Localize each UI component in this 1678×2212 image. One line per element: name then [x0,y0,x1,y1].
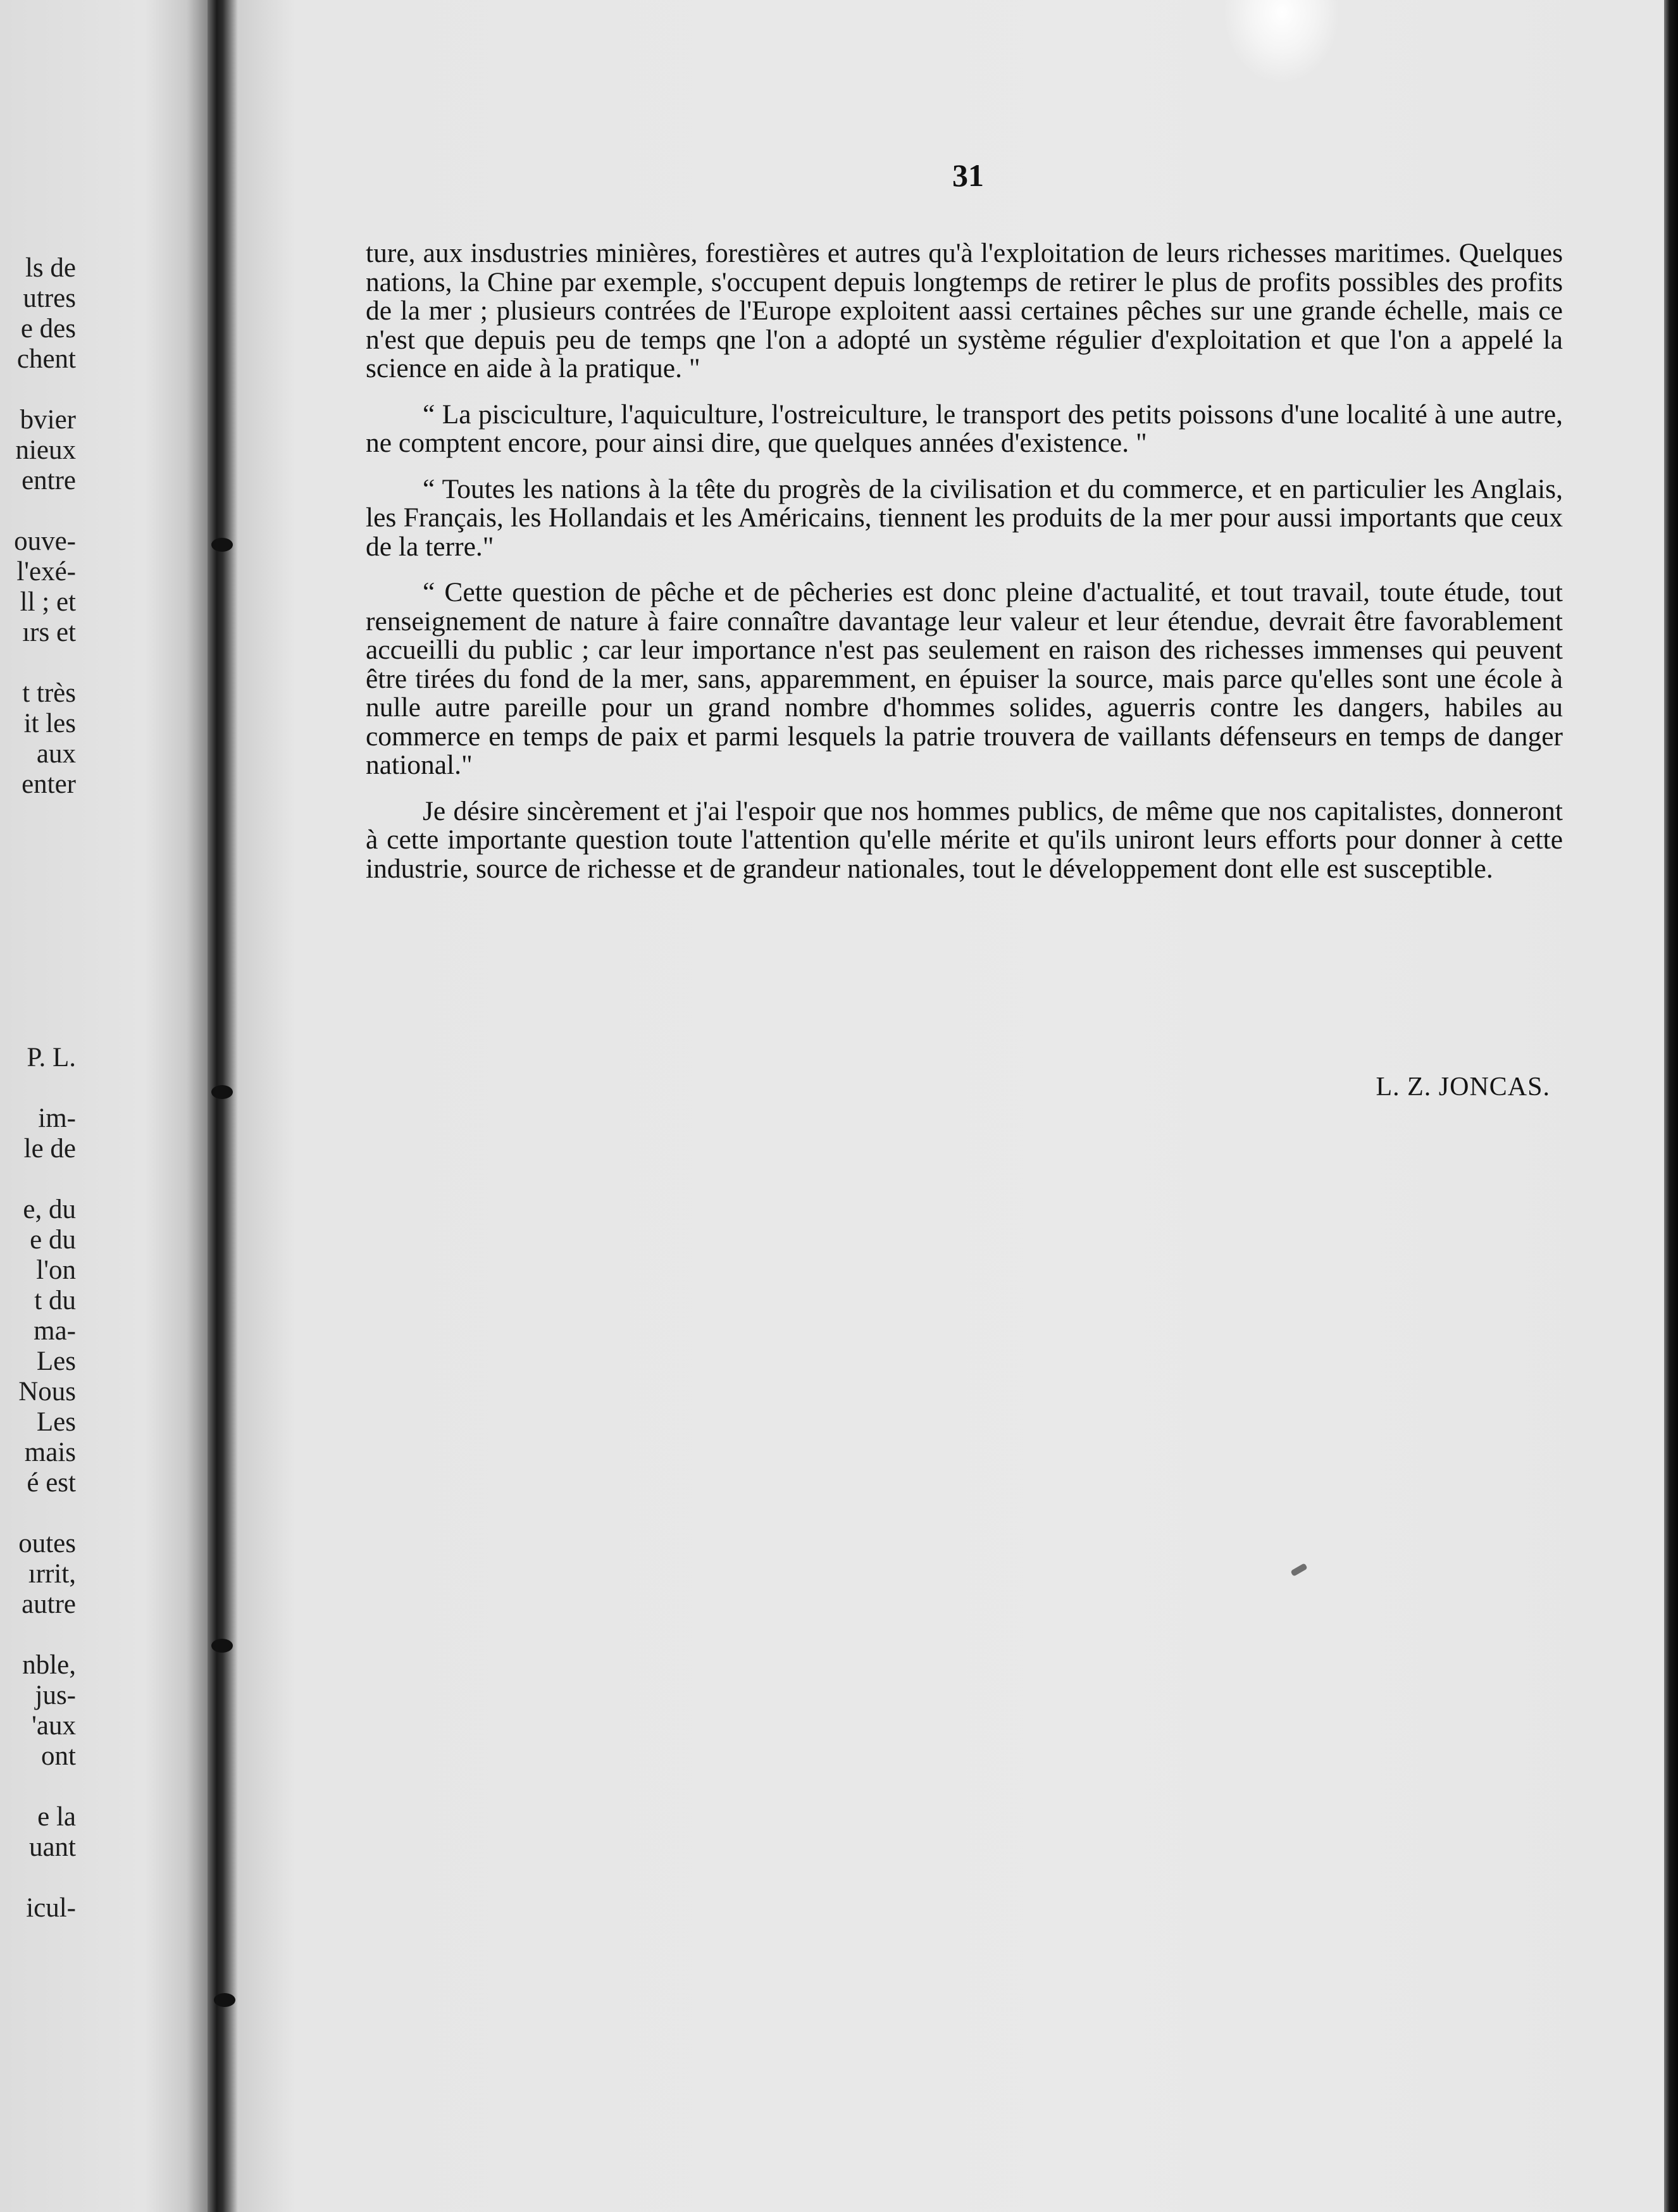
binding-stitch-mark [211,1639,233,1653]
left-page-line: Nous [18,1377,76,1407]
left-page-line: jus- [35,1681,76,1710]
left-page-line: e du [30,1225,76,1255]
paragraph-conclusion: Je désire sincèrement et j'ai l'espoir que nos hommes publics, de même que nos capitalistes, donneront à cette importante question toute l'attention qu'elle mérite et qu'ils uniront leurs efforts pour donner à cette industrie, source de richesse et de grandeur nationales, tout le développement dont elle est susceptible. [366,795,1563,884]
left-page-line: enter [22,769,76,799]
body-text [366,239,1563,883]
left-page-line: ll ; et [20,587,76,617]
paragraph-quote-pisciculture: “ La pisciculture, l'aquiculture, l'ostreiculture, le transport des petits poissons d'une localité à une autre, ne comptent encore, pour ainsi dire, que quelques années d'existence. " [366,399,1563,458]
page-number: 31 [952,158,984,193]
left-page-line: bvier [20,405,76,435]
left-page-line: icul- [26,1893,76,1923]
left-page-line: entre [22,466,76,495]
left-page-line: aux [36,739,76,769]
left-page-line: ırs et [22,618,76,647]
left-page-line: nieux [15,435,76,465]
left-page-line: it les [23,709,76,738]
paragraph-quote-peche: “ Cette question de pêche et de pêcheries est donc pleine d'actualité, et tout travail, toute étude, tout renseignement de nature à faire connaître davantage leur valeur et leur étendue, devrait être favorablement accueilli du public ; car leur importance n'est pas seulement en raison des richesses immenses qui peuvent être tirées du fond de la mer, sans, apparemment, en épuiser la source, mais parce qu'elles sont une école à nulle autre pareille pour un grand nombre d'hommes solides, aguerris contre les dangers, habiles au commerce en temps de paix et parmi lesquels la patrie trouvera de vaillants défenseurs en temps de danger national." [366,577,1563,780]
left-page-line: 'aux [32,1711,76,1741]
left-page-line: e, du [23,1195,76,1224]
left-page-line: ırrit, [28,1559,76,1589]
left-page-line: le de [23,1134,76,1164]
paragraph-continuation: ture, aux insdustries minières, forestières et autres qu'à l'exploitation de leurs richesses maritimes. Quelques nations, la Chine par exemple, s'occupent depuis longtemps de retirer le plus de profits possibles des profits de la mer ; plusieurs contrées de l'Europe exploitent aassi certaines pêches sur une grande échelle, mais ce n'est que depuis peu de temps qne l'on a adopté un système régulier d'exploitation et que l'on a appelé la science en aide à la pratique. " [366,238,1563,383]
left-page-line: P. L. [27,1043,76,1072]
left-page-line: autre [22,1589,76,1619]
left-page-line: e des [20,314,76,344]
left-page-line: Les [36,1407,76,1437]
binding-stitch-mark [211,538,233,552]
torn-paper-area [1225,0,1339,82]
left-page-line: é est [27,1468,76,1498]
binding-gutter [208,0,238,2212]
left-page-line: l'exé- [16,557,76,587]
left-page-line: im- [38,1103,76,1133]
left-page-line: l'on [36,1255,76,1285]
binding-stitch-mark [214,1993,235,2007]
left-page-line: t du [34,1286,76,1315]
left-page-line: e la [37,1802,76,1832]
left-page-line: outes [18,1529,76,1558]
left-page-line: uant [28,1832,76,1862]
left-page-line: ont [41,1741,76,1771]
left-page-line: ls de [25,253,76,283]
left-page-line: t très [22,678,76,708]
left-page-line: utres [23,283,76,313]
binding-stitch-mark [211,1085,233,1099]
page-edge-shadow [1664,0,1678,2212]
left-page-line: Les [36,1346,76,1376]
left-page-line: mais [24,1438,76,1467]
paragraph-quote-nations: “ Toutes les nations à la tête du progrès de la civilisation et du commerce, et en particulier les Anglais, les Français, les Hollandais et les Américains, tiennent les produits de la mer pour aussi importants que ceux de la terre." [366,473,1563,562]
left-page-fragment [0,0,208,2212]
left-page-line: ma- [34,1316,76,1346]
left-page-line: ouve- [14,526,76,556]
left-page-line: nble, [22,1650,76,1680]
author-signature: L. Z. JONCAS. [1376,1072,1550,1102]
left-page-line: chent [16,344,76,374]
